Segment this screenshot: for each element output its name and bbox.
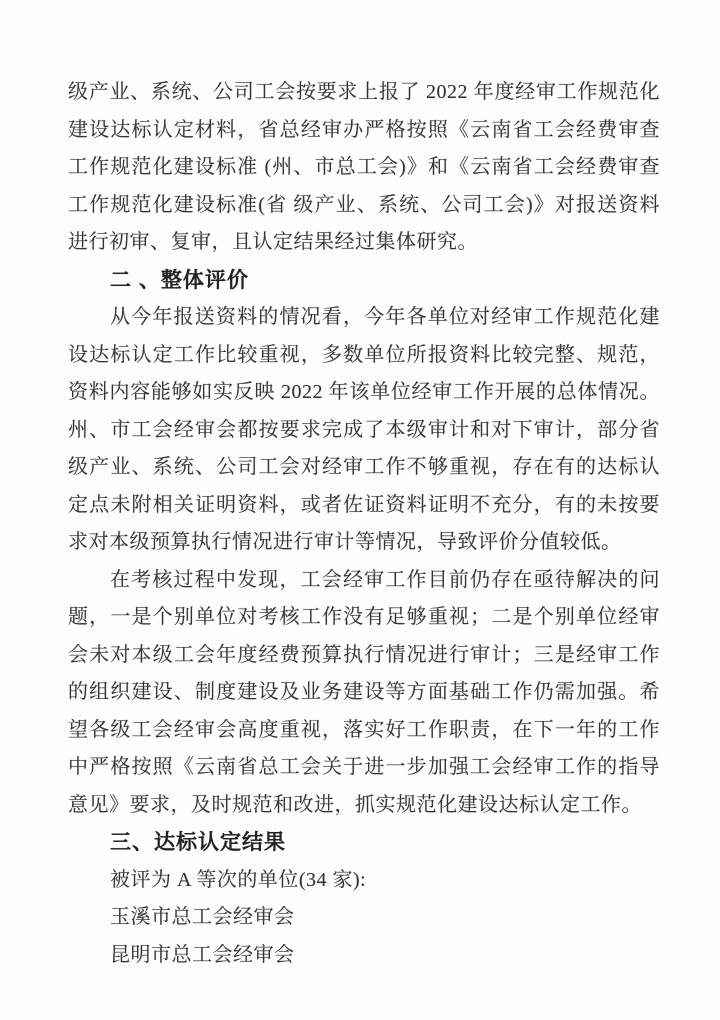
paragraph-issues bbox=[68, 562, 660, 825]
section-heading-results: 三、达标认定结果 bbox=[110, 831, 286, 854]
text-line: 级产业、系统、公司工会按要求上报了 2022 年度经审工作规范化 bbox=[68, 81, 660, 103]
text-line: 中严格按照《云南省总工会关于进一步加强工会经审工作的指导 bbox=[68, 756, 660, 778]
text-line: 资料内容能够如实反映 2022 年该单位经审工作开展的总体情况。 bbox=[68, 381, 660, 403]
text-line: 级产业、系统、公司工会对经审工作不够重视，存在有的达标认 bbox=[68, 456, 660, 478]
text-line: 定点未附相关证明资料，或者佐证资料证明不充分，有的未按要 bbox=[68, 493, 660, 516]
text-line: 的组织建设、制度建设及业务建设等方面基础工作仍需加强。希 bbox=[68, 681, 660, 703]
result-unit-item: 玉溪市总工会经审会 bbox=[110, 906, 295, 928]
text-line: 意见》要求，及时规范和改进，抓实规范化建设达标认定工作。 bbox=[68, 793, 642, 816]
text-line: 求对本级预算执行情况进行审计等情况，导致评价分值较低。 bbox=[68, 531, 622, 553]
result-unit-item: 昆明市总工会经审会 bbox=[110, 943, 295, 966]
text-line: 从今年报送资料的情况看，今年各单位对经审工作规范化建 bbox=[110, 306, 660, 328]
text-line: 建设达标认定材料，省总经审办严格按照《云南省工会经费审查 bbox=[68, 118, 660, 141]
text-line: 工作规范化建设标准 (州、市总工会)》和《云南省工会经费审查 bbox=[68, 156, 660, 178]
paragraph-intro bbox=[68, 74, 660, 262]
text-line: 工作规范化建设标准(省 级产业、系统、公司工会)》对报送资料 bbox=[68, 193, 660, 216]
section-heading-overall-evaluation: 二 、整体评价 bbox=[110, 268, 249, 292]
text-line: 题，一是个别单位对考核工作没有足够重视；二是个别单位经审 bbox=[68, 606, 660, 628]
text-line: 进行初审、复审，且认定结果经过集体研究。 bbox=[68, 231, 478, 253]
document-text-block bbox=[68, 74, 660, 974]
text-line: 设达标认定工作比较重视，多数单位所报资料比较完整、规范， bbox=[68, 343, 660, 366]
results-intro-line: 被评为 A 等次的单位(34 家): bbox=[110, 868, 367, 891]
text-line: 会未对本级工会年度经费预算执行情况进行审计；三是经审工作 bbox=[68, 643, 660, 666]
text-line: 州、市工会经审会都按要求完成了本级审计和对下审计，部分省 bbox=[68, 418, 660, 441]
paragraph-overall-evaluation bbox=[68, 299, 660, 562]
text-line: 在考核过程中发现，工会经审工作目前仍存在亟待解决的问 bbox=[110, 568, 660, 591]
text-line: 望各级工会经审会高度重视，落实好工作职责，在下一年的工作 bbox=[68, 718, 660, 741]
results-list bbox=[68, 862, 660, 975]
